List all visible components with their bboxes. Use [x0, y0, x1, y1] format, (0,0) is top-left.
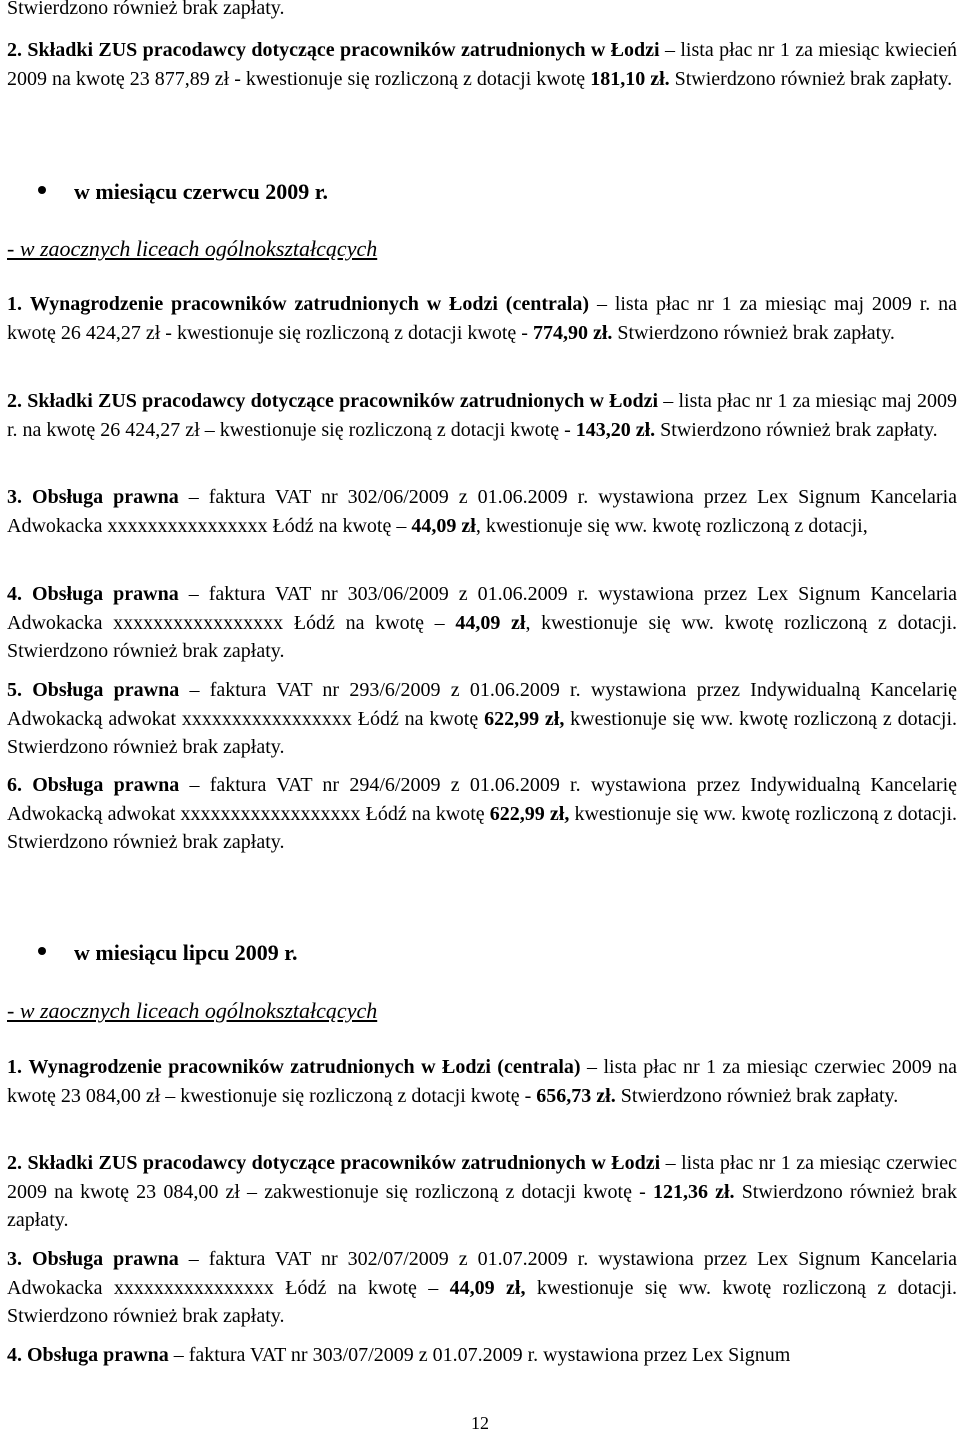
czerwiec-item-3	[7, 483, 957, 540]
item-amount: 656,73 zł.	[536, 1084, 616, 1107]
subheading-lipiec: - w zaocznych liceach ogólnokształcących	[7, 998, 378, 1023]
item-text: – lista płac nr 1 za miesiąc maj 2009 r. na kwotę 26 424,27 zł - kwestionuje się rozliczoną z dotacji kwotę -	[7, 293, 958, 344]
item-text: – faktura VAT nr 303/06/2009 z 01.06.2009 r. wystawiona przez Lex Signum Kancelaria Adwokacka xxxxxxxxxxxxxxxxx Łódź na kwotę –	[7, 583, 958, 634]
czerwiec-item-1	[7, 290, 957, 347]
item-title: Obsługa prawna	[32, 486, 179, 508]
item-title: Składki ZUS pracodawcy dotyczące pracowników zatrudnionych w Łodzi	[27, 1152, 661, 1174]
item-text: – faktura VAT nr 294/6/2009 z 01.06.2009 r. wystawiona przez Indywidualną Kancelarię Adwokacką adwokat xxxxxxxxxxxxxxxxxx Łódź na kwotę	[7, 774, 958, 825]
june-item-2	[7, 36, 957, 93]
item-number: 4.	[7, 583, 22, 605]
item-amount: 181,10 zł.	[590, 67, 670, 90]
czerwiec-item-2	[7, 387, 957, 444]
item-number: 1.	[7, 293, 22, 315]
item-text: – faktura VAT nr 293/6/2009 z 01.06.2009 r. wystawiona przez Indywidualną Kancelarię Adwokacką adwokat xxxxxxxxxxxxxxxxx Łódź na kwotę	[7, 679, 958, 730]
bullet-icon	[38, 947, 46, 955]
item-tail: Stwierdzono również brak zapłaty.	[660, 418, 938, 441]
item-number: 3.	[7, 1248, 22, 1270]
item-number: 2.	[7, 1152, 22, 1174]
item-title: Obsługa prawna	[32, 583, 179, 605]
item-amount: 774,90 zł.	[532, 321, 613, 344]
top-line: Stwierdzono również brak zapłaty.	[7, 0, 285, 19]
page-number: 12	[471, 1413, 489, 1433]
lipiec-item-4	[7, 1341, 957, 1370]
item-number: 2.	[7, 39, 22, 61]
item-amount: 44,09 zł,	[449, 1276, 526, 1299]
item-text: – lista płac nr 1 za miesiąc czerwiec 2009 na kwotę 23 084,00 zł – zakwestionuje się rozliczoną z dotacji kwotę -	[7, 1152, 958, 1203]
item-tail: , kwestionuje się ww. kwotę rozliczoną z dotacji. Stwierdzono również brak zapłaty.	[7, 611, 958, 662]
item-number: 1.	[7, 1056, 22, 1078]
item-tail: Stwierdzono również brak zapłaty.	[674, 67, 953, 90]
item-text: – faktura VAT nr 302/06/2009 z 01.06.2009 r. wystawiona przez Lex Signum Kancelaria Adwokacka xxxxxxxxxxxxxxxx Łódź na kwotę –	[7, 486, 958, 537]
item-amount: 121,36 zł.	[652, 1180, 735, 1203]
item-tail: Stwierdzono również brak zapłaty.	[617, 321, 895, 344]
item-title: Wynagrodzenie pracowników zatrudnionych w Łodzi (centrala)	[29, 293, 590, 315]
czerwiec-item-4	[7, 580, 957, 666]
item-amount: 622,99 zł,	[489, 802, 570, 825]
item-title: Wynagrodzenie pracowników zatrudnionych w Łodzi (centrala)	[28, 1056, 581, 1078]
item-tail: Stwierdzono również brak zapłaty.	[620, 1084, 899, 1107]
heading-text: w miesiącu czerwcu 2009 r.	[74, 179, 328, 204]
bullet-icon	[38, 186, 46, 194]
item-text: – lista płac nr 1 za miesiąc czerwiec 2009 na kwotę 23 084,00 zł – kwestionuje się rozliczoną z dotacji kwotę -	[7, 1056, 958, 1107]
item-amount: 44,09 zł	[455, 611, 526, 634]
lipiec-item-1	[7, 1053, 957, 1110]
item-tail: Stwierdzono również brak zapłaty.	[7, 1180, 958, 1231]
item-text: – faktura VAT nr 303/07/2009 z 01.07.2009 r. wystawiona przez Lex Signum	[173, 1344, 791, 1366]
item-number: 3.	[7, 486, 22, 508]
section-heading-czerwiec	[38, 179, 328, 205]
item-title: Obsługa prawna	[32, 774, 180, 796]
item-title: Składki ZUS pracodawcy dotyczące pracowników zatrudnionych w Łodzi	[27, 390, 659, 412]
czerwiec-item-6	[7, 771, 957, 857]
item-tail: kwestionuje się ww. kwotę rozliczoną z dotacji. Stwierdzono również brak zapłaty.	[7, 707, 958, 758]
item-title: Obsługa prawna	[27, 1344, 169, 1366]
item-amount: 143,20 zł.	[575, 418, 656, 441]
lipiec-item-3	[7, 1245, 957, 1331]
item-text: – lista płac nr 1 za miesiąc maj 2009 r. na kwotę 26 424,27 zł – kwestionuje się rozliczoną z dotacji kwotę -	[7, 390, 958, 441]
section-heading-lipiec	[38, 940, 297, 966]
item-text: – lista płac nr 1 za miesiąc kwiecień 2009 na kwotę 23 877,89 zł - kwestionuje się rozliczoną z dotacji kwotę	[7, 39, 958, 90]
item-amount: 622,99 zł,	[484, 707, 565, 730]
item-amount: 44,09 zł	[411, 514, 476, 537]
item-number: 2.	[7, 390, 22, 412]
item-title: Składki ZUS pracodawcy dotyczące pracowników zatrudnionych w Łodzi	[27, 39, 660, 61]
lipiec-item-2	[7, 1149, 957, 1235]
item-text: – faktura VAT nr 302/07/2009 z 01.07.2009 r. wystawiona przez Lex Signum Kancelaria Adwokacka xxxxxxxxxxxxxxxx Łódź na kwotę –	[7, 1248, 958, 1299]
item-number: 4.	[7, 1344, 22, 1366]
item-tail: kwestionuje się ww. kwotę rozliczoną z dotacji. Stwierdzono również brak zapłaty.	[7, 1276, 958, 1327]
item-title: Obsługa prawna	[32, 679, 180, 701]
subheading-czerwiec: - w zaocznych liceach ogólnokształcących	[7, 236, 378, 261]
item-title: Obsługa prawna	[32, 1248, 179, 1270]
item-number: 6.	[7, 774, 22, 796]
item-tail: kwestionuje się ww. kwotę rozliczoną z dotacji. Stwierdzono również brak zapłaty.	[7, 802, 958, 853]
heading-text: w miesiącu lipcu 2009 r.	[74, 940, 298, 965]
item-number: 5.	[7, 679, 22, 701]
czerwiec-item-5	[7, 676, 957, 762]
item-tail: , kwestionuje się ww. kwotę rozliczoną z dotacji,	[475, 514, 868, 537]
